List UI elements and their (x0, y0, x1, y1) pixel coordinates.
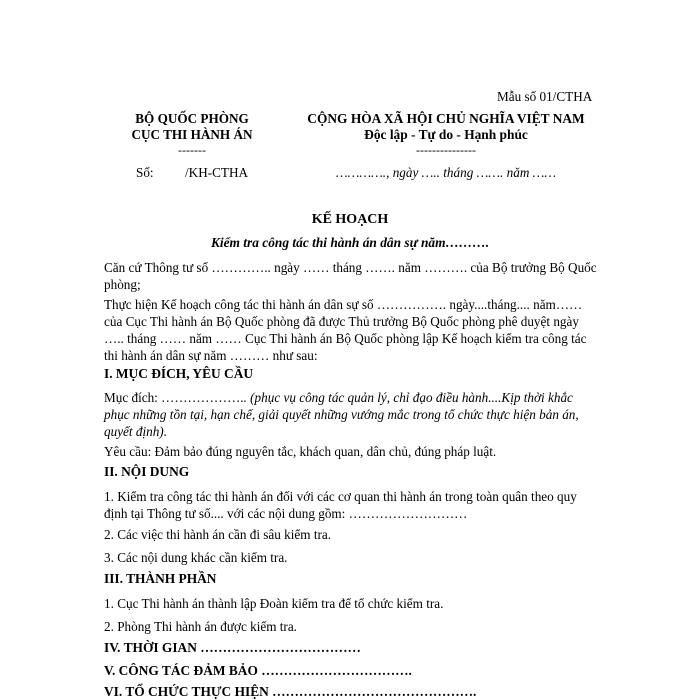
content-item-2: 2. Các việc thi hành án cần đi sâu kiểm tra. (104, 527, 332, 542)
section-3-heading: III. THÀNH PHẦN (104, 571, 217, 586)
document-title: KẾ HOẠCH (311, 212, 389, 227)
section-5-heading: V. CÔNG TÁC ĐẢM BẢO ……………………………. (104, 663, 412, 678)
implementation-paragraph: Thực hiện Kế hoạch công tác thi hành án dân sự số ……………. ngày....tháng.... năm…… của Cục Thi hành án Bộ Quốc phòng đã được Thủ trưởng Bộ Quốc phòng phê duyệt ngày ….. tháng …… năm …… Cục Thi hành án Bộ Quốc phòng lập Kế hoạch kiểm tra công tác thi hành án dân sự năm ……… như sau: (104, 297, 587, 363)
date-line: …………., ngày ….. tháng ……. năm …… (335, 165, 557, 180)
document-subtitle: Kiểm tra công tác thi hành án dân sự năm………. (210, 235, 490, 250)
content-item-1: 1. Kiểm tra công tác thi hành án đối với các cơ quan thi hành án trong toàn quân theo quy định tại Thông tư số.... với các nội dung gồm: ……………………… (104, 489, 577, 521)
content-item-3: 3. Các nội dung khác cần kiểm tra. (104, 550, 288, 565)
document-number-value: /KH-CTHA (185, 165, 249, 180)
requirement-paragraph: Yêu cầu: Đảm bảo đúng nguyên tắc, khách quan, dân chủ, đúng pháp luật. (104, 444, 497, 459)
section-2-heading: II. NỘI DUNG (104, 464, 190, 479)
composition-item-2: 2. Phòng Thi hành án được kiểm tra. (104, 619, 297, 634)
section-4-heading: IV. THỜI GIAN ……………………………… (104, 640, 361, 655)
form-number: Mẫu số 01/CTHA (497, 89, 593, 104)
purpose-label: Mục đích: ………………. (104, 390, 244, 405)
ministry-name: BỘ QUỐC PHÒNG (135, 111, 249, 126)
right-header-rule: --------------- (416, 143, 476, 157)
left-header-rule: ------- (178, 143, 206, 157)
legal-basis-paragraph: Căn cứ Thông tư số ………….. ngày …… tháng ……. năm ………. của Bộ trưởng Bộ Quốc phòng; (104, 260, 597, 292)
composition-item-1: 1. Cục Thi hành án thành lập Đoàn kiểm tra để tổ chức kiểm tra. (104, 596, 444, 611)
purpose-description: . (phục vụ công tác quản lý, chỉ đạo điều hành....Kịp thời khắc phục những tồn tại, hạn chế, giải quyết những vướng mắc trong tổ chức thực hiện bản án, quyết định). (104, 390, 579, 439)
section-1-heading: I. MỤC ĐÍCH, YÊU CẦU (104, 366, 254, 381)
purpose-paragraph (104, 389, 600, 440)
national-motto: Độc lập - Tự do - Hạnh phúc (364, 127, 528, 142)
nation-name: CỘNG HÒA XÃ HỘI CHỦ NGHĨA VIỆT NAM (307, 111, 585, 126)
section-6-heading: VI. TỔ CHỨC THỰC HIỆN ………………………………………. (104, 684, 477, 699)
department-name: CỤC THI HÀNH ÁN (131, 127, 253, 142)
document-number-label: Số: (136, 165, 154, 180)
